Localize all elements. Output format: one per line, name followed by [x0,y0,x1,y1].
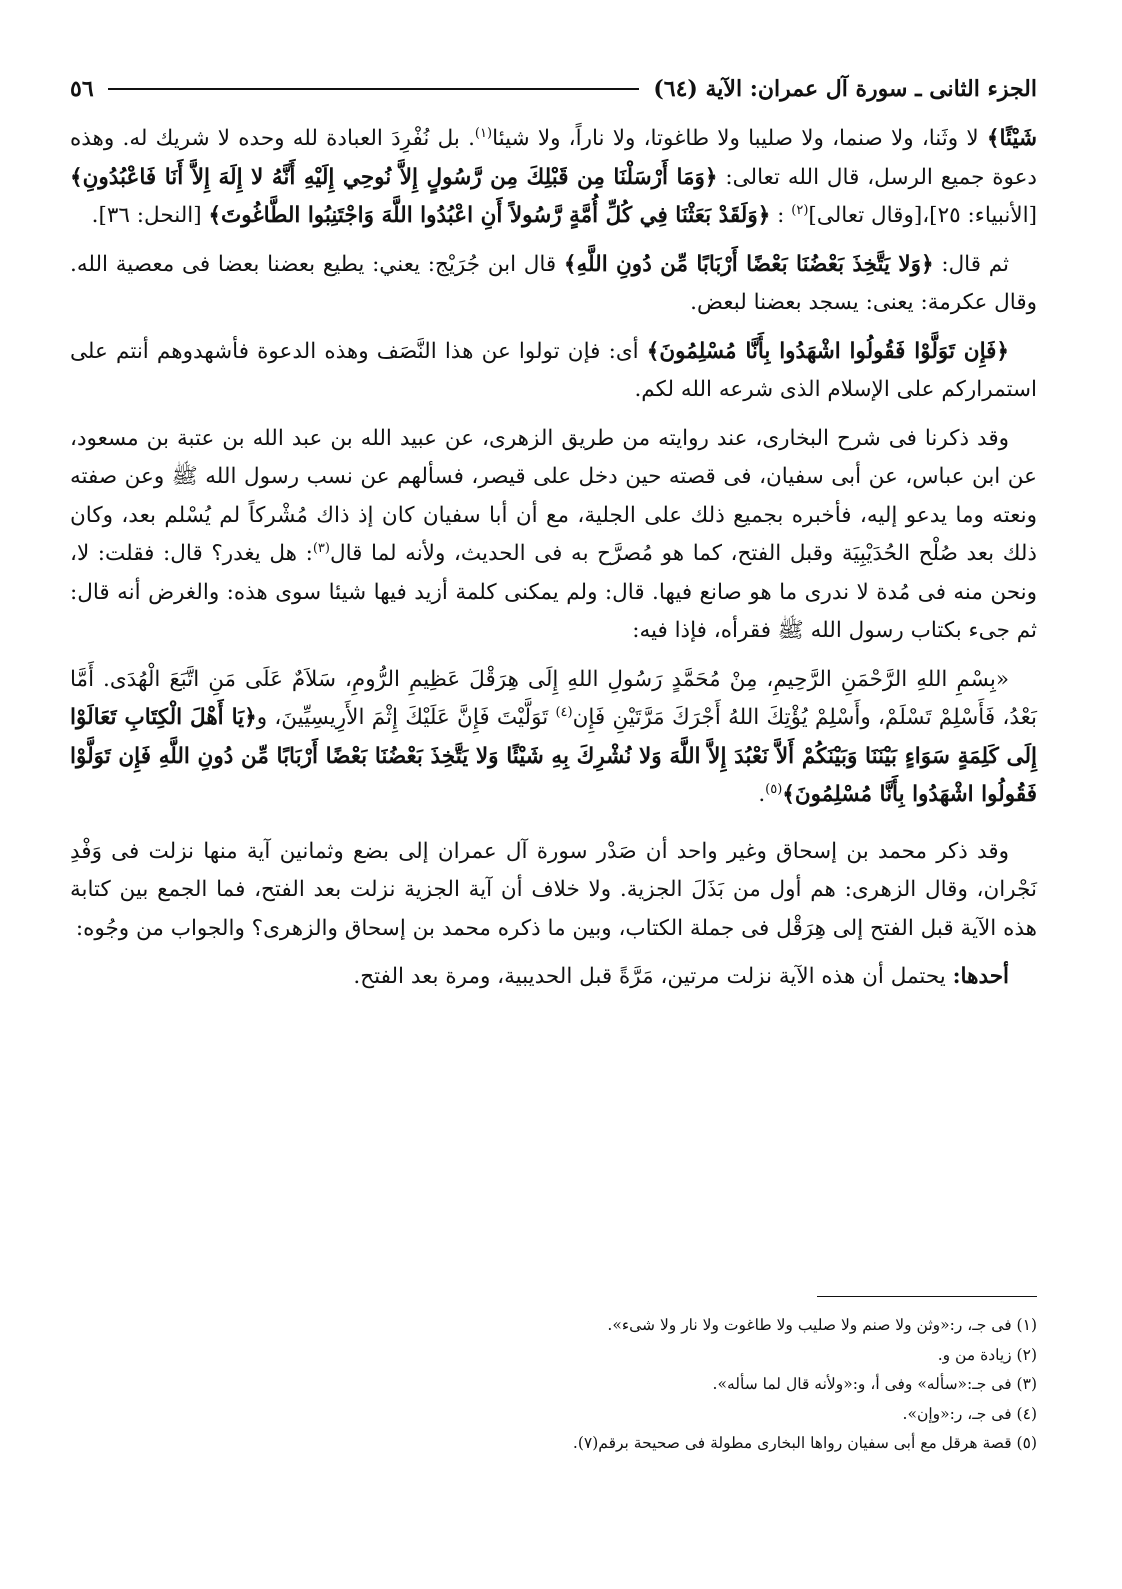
paragraph [70,833,1037,949]
text: «بِسْمِ اللهِ الرَّحْمَنِ الرَّحِيمِ، مِنْ مُحَمَّدٍ رَسُولِ اللهِ إِلَى هِرَقْلَ عَظِيمِ الرُّومِ، سَلاَمٌ عَلَى مَنِ اتَّبَعَ الْهُدَى. أَمَّا بَعْدُ، فَأَسْلِمْ تَسْلَمْ، وأَسْلِمْ يُؤْتِكَ اللهُ أَجْرَكَ مَرَّتَيْنِ فَإِن [70,666,1037,730]
quran-quote: ﴿وَلا يَتَّخِذَ بَعْضُنَا بَعْضًا أَرْبَابًا مِّن دُونِ اللَّهِ﴾ [563,251,934,277]
page [70,0,1037,1589]
text: يحتمل أن هذه الآية نزلت مرتين، مَرَّةً قبل الحديبية، ومرة بعد الفتح. [353,964,953,989]
paragraph [70,246,1037,323]
quran-quote: ﴿وَمَا أَرْسَلْنَا مِن قَبْلِكَ مِن رَّسُولٍ إِلاَّ نُوحِي إِلَيْهِ أَنَّهُ لا إِلَهَ إِلاَّ أَنَا فَاعْبُدُونِ﴾ [70,164,718,190]
main-text [70,120,1037,1007]
running-title: الجزء الثانى ـ سورة آل عمران: الآية (٦٤) [653,76,1037,102]
text: . بل نُفْرِدَ العبادة لله وحده لا شريك له. وهذه دعوة جميع الرسل، قال الله تعالى: [70,126,1037,190]
quran-quote: ﴿يَا أَهْلَ الْكِتَابِ تَعَالَوْا إِلَى كَلِمَةٍ سَوَاءٍ بَيْنَنَا وَبَيْنَكُمْ أَلاَّ نَعْبُدَ إِلاَّ اللَّهَ وَلا نُشْرِكَ بِهِ شَيْئًا وَلا يَتَّخِذَ بَعْضُنَا بَعْضًا أَرْبَابًا مِّن دُونِ اللَّهِ فَإِن تَوَلَّوْا فَقُولُوا اشْهَدُوا بِأَنَّا مُسْلِمُونَ﴾ [70,705,1037,807]
text: وقد ذكرنا فى شرح البخارى، عند روايته من طريق الزهرى، عن عبيد الله بن عبد الله بن عتبة بن مسعود، عن ابن عباس، عن أبى سفيان، فى قصته حين دخل على قيصر، فسألهم عن نسب رسول الله ﷺ وعن صفته ونعته وما يدعو إليه، فأخبره بجميع ذلك على الجلية، مع أن أبا سفيان كان إذ ذاك مُشْركاً لم يُسْلم بعد، وكان ذلك بعد صُلْح الحُدَيْبِيَة وقبل الفتح، كما هو مُصرَّح به فى الحديث، ولأنه لما قال [70,425,1037,566]
text: [النحل: ٣٦]. [91,203,209,228]
footnote-ref: (٢) [791,202,809,218]
paragraph [70,333,1037,410]
prophet-letter [70,661,1037,815]
text: قال ابن جُرَيْج: يعني: يطيع بعضنا بعضا فى معصية الله. وقال عكرمة: يعنى: يسجد بعضنا لبعض. [70,251,1037,315]
page-number: ٥٦ [70,76,94,102]
footnote: (٤) فى جـ، ر:«وإن». [902,1404,1037,1423]
footnote-ref: (٣) [312,540,330,556]
text: لا وثَنا، ولا صنما، ولا صليبا ولا طاغوتا، ولا ناراً، ولا شيئا [492,126,987,151]
running-header [70,66,1037,112]
header-rule [108,88,640,90]
paragraph [70,958,1037,997]
point-label: أحدها: [952,964,1009,989]
text: أى: فإن تولوا عن هذا النَّصَف وهذه الدعوة فأشهدوهم أنتم على استمراركم على الإسلام الذى شرعه الله لكم. [70,338,1037,402]
text: ثم قال: [933,251,1010,277]
footnotes [70,1296,1037,1459]
text: . [758,782,766,807]
text: : هل يغدر؟ قال: فقلت: لا، ونحن منه فى مُدة لا ندرى ما هو صانع فيها. قال: ولم يمكنى كلمة أزيد فيها شيئا سوى هذه: والغرض أنه قال: ثم جىء بكتاب رسول الله ﷺ فقرأه، فإذا فيه: [70,541,1037,643]
text: : [770,203,792,228]
footnote-ref: (٥) [765,781,783,797]
paragraph [70,120,1037,236]
paragraph [70,420,1037,651]
footnote: (١) فى جـ، ر:«وثن ولا صنم ولا صليب ولا طاغوت ولا نار ولا شىء». [607,1316,1037,1334]
text: [الأنبياء: ٢٥]،[وقال تعالى] [808,203,1037,228]
footnote-rule [817,1296,1037,1297]
footnote-ref: (٤) [555,704,573,720]
quran-quote: شَيْئًا﴾ [986,126,1037,151]
footnote: (٥) قصة هرقل مع أبى سفيان رواها البخارى مطولة فى صحيحة برقم(٧). [572,1434,1037,1452]
text: تَوَلَّيْتَ فَإِنَّ عَلَيْكَ إِثْمَ الأَرِيسِيِّينَ، و [256,705,556,730]
quran-quote: ﴿وَلَقَدْ بَعَثْنَا فِي كُلِّ أُمَّةٍ رَّسُولاً أَنِ اعْبُدُوا اللَّهَ وَاجْتَنِبُوا الطَّاغُوتَ﴾ [208,203,771,228]
footnote: (٢) زيادة من و. [937,1345,1037,1364]
footnote-ref: (١) [474,125,493,141]
footnote: (٣) فى جـ:«سأله» وفى أ، و:«ولأنه قال لما سأله». [712,1375,1037,1393]
text: وقد ذكر محمد بن إسحاق وغير واحد أن صَدْر سورة آل عمران إلى بضع وثمانين آية منها نزلت فى وَفْدِ نَجْران، وقال الزهرى: هم أول من بَذَلَ الجزية. ولا خلاف أن آية الجزية نزلت بعد الفتح، فما الجمع بين كتابة هذه الآية قبل الفتح إلى هِرَقْل فى جملة الكتاب، وبين ما ذكره محمد بن إسحاق والزهرى؟ والجواب من وجُوه: [70,838,1037,941]
quran-quote: ﴿فَإِن تَوَلَّوْا فَقُولُوا اشْهَدُوا بِأَنَّا مُسْلِمُونَ﴾ [646,338,1009,364]
